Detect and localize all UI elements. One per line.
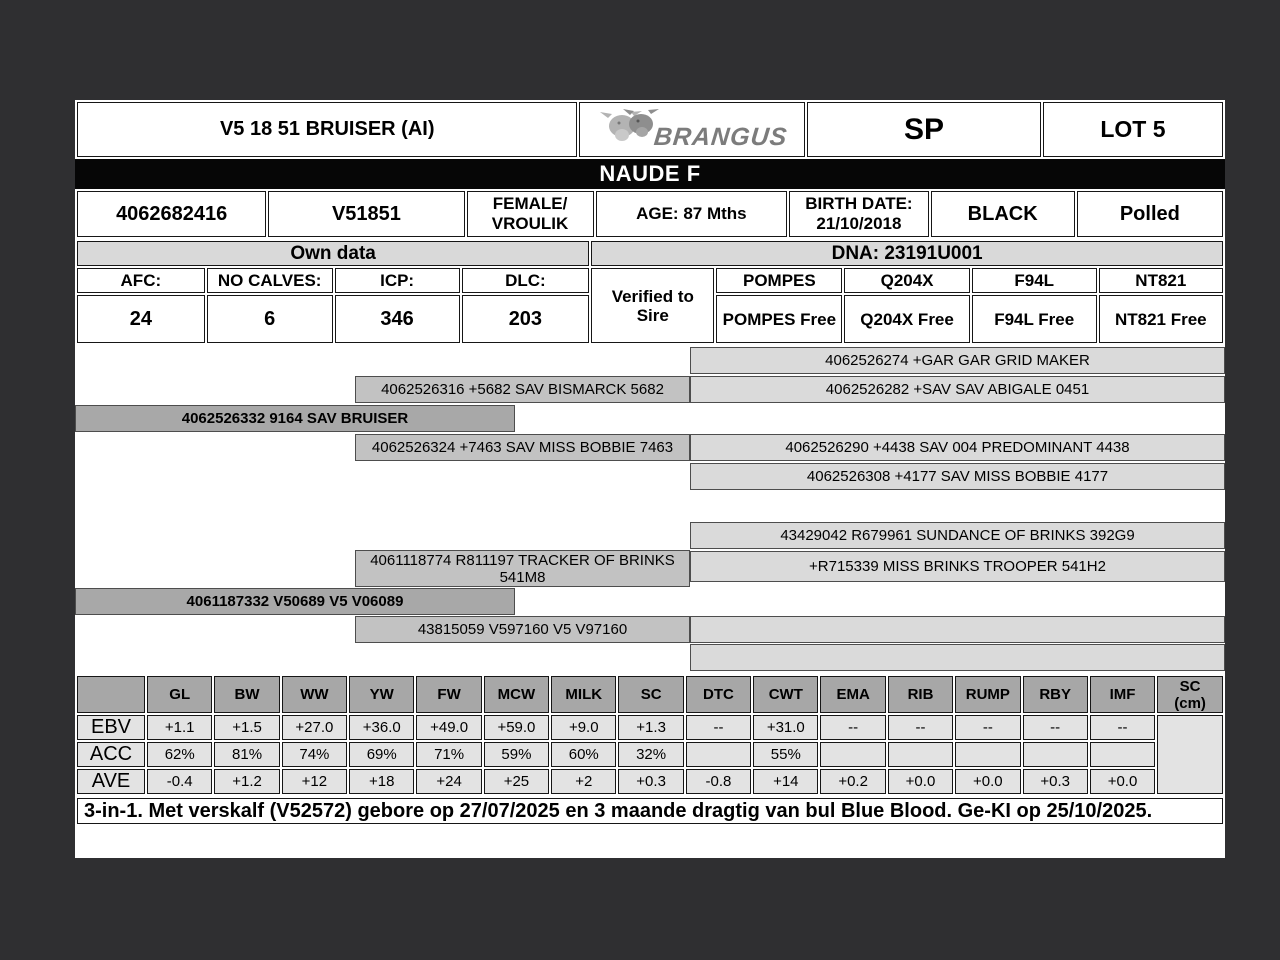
acc-sc: 32%	[618, 742, 683, 767]
acc-ww: 74%	[282, 742, 347, 767]
ave-bw: +1.2	[214, 769, 279, 794]
sex-cell	[467, 191, 594, 237]
ave-imf: +0.0	[1090, 769, 1155, 794]
registration-number: 4062682416	[77, 191, 266, 237]
f94l-result: F94L Free	[972, 295, 1097, 343]
pedigree-diagram	[75, 345, 1225, 674]
ave-fw: +24	[416, 769, 481, 794]
q204x-result: Q204X Free	[844, 295, 969, 343]
pedigree-dam: 4061187332 V50689 V5 V06089	[75, 588, 515, 615]
breeder-banner: NAUDE F	[75, 159, 1225, 189]
brangus-logo	[579, 102, 805, 157]
col-mcw: MCW	[484, 676, 549, 713]
ebv-bw: +1.5	[214, 715, 279, 740]
pedigree-sire-sire-sire: 4062526274 +GAR GAR GRID MAKER	[690, 347, 1225, 374]
col-bw: BW	[214, 676, 279, 713]
icp-value: 346	[335, 295, 460, 343]
pedigree-sire: 4062526332 9164 SAV BRUISER	[75, 405, 515, 432]
acc-bw: 81%	[214, 742, 279, 767]
pedigree-dam-sire-sire: 43429042 R679961 SUNDANCE OF BRINKS 392G9	[690, 522, 1225, 549]
pompes-result: POMPES Free	[716, 295, 842, 343]
dlc-value: 203	[462, 295, 590, 343]
col-milk: MILK	[551, 676, 616, 713]
logo-wordmark: BRANGUS	[652, 123, 789, 151]
ebv-ema: --	[820, 715, 885, 740]
acc-imf	[1090, 742, 1155, 767]
col-imf: IMF	[1090, 676, 1155, 713]
identity-table	[75, 189, 1225, 239]
dlc-label: DLC:	[462, 268, 590, 293]
col-cwt: CWT	[753, 676, 818, 713]
ave-milk: +2	[551, 769, 616, 794]
ebv-value-row	[77, 715, 1223, 740]
ave-mcw: +25	[484, 769, 549, 794]
acc-cwt: 55%	[753, 742, 818, 767]
sex-english: FEMALE/	[492, 194, 568, 213]
acc-gl: 62%	[147, 742, 212, 767]
nt821-label: NT821	[1099, 268, 1223, 293]
logo-wrap	[582, 103, 802, 156]
age-cell: AGE: 87 Mths	[596, 191, 788, 237]
ebv-header-row	[77, 676, 1223, 713]
ave-rib: +0.0	[888, 769, 953, 794]
acc-yw: 69%	[349, 742, 414, 767]
ave-gl: -0.4	[147, 769, 212, 794]
note-table	[75, 796, 1225, 826]
acc-rby	[1023, 742, 1088, 767]
icp-label: ICP:	[335, 268, 460, 293]
verified-to-sire-cell: Verified to Sire	[591, 268, 714, 343]
nt821-result: NT821 Free	[1099, 295, 1223, 343]
ave-ww: +12	[282, 769, 347, 794]
row-label-ebv: EBV	[77, 715, 145, 740]
ave-sc: +0.3	[618, 769, 683, 794]
ave-dtc: -0.8	[686, 769, 751, 794]
ebv-table	[75, 674, 1225, 796]
ave-cwt: +14	[753, 769, 818, 794]
ebv-yw: +36.0	[349, 715, 414, 740]
q204x-label: Q204X	[844, 268, 969, 293]
col-sc: SC	[618, 676, 683, 713]
acc-fw: 71%	[416, 742, 481, 767]
pedigree-dam-sire-dam: +R715339 MISS BRINKS TROOPER 541H2	[690, 551, 1225, 582]
row-label-ave: AVE	[77, 769, 145, 794]
no-calves-value: 6	[207, 295, 333, 343]
ebv-mcw: +59.0	[484, 715, 549, 740]
ebv-dtc: --	[686, 715, 751, 740]
poll-status-cell: Polled	[1077, 191, 1223, 237]
pompes-label: POMPES	[716, 268, 842, 293]
col-dtc: DTC	[686, 676, 751, 713]
pedigree-sire-dam-sire: 4062526290 +4438 SAV 004 PREDOMINANT 4438	[690, 434, 1225, 461]
acc-row	[77, 742, 1223, 767]
acc-ema	[820, 742, 885, 767]
sp-code: SP	[807, 102, 1041, 157]
col-yw: YW	[349, 676, 414, 713]
ebv-rib: --	[888, 715, 953, 740]
ebv-gl: +1.1	[147, 715, 212, 740]
ebv-corner-cell	[77, 676, 145, 713]
acc-rump	[955, 742, 1020, 767]
catalog-card	[75, 100, 1225, 858]
sale-note: 3-in-1. Met verskalf (V52572) gebore op 27/07/2025 en 3 maande dragtig van bul Blue Blood. Ge-KI op 25/10/2025.	[77, 798, 1223, 824]
acc-rib	[888, 742, 953, 767]
birth-date-label: BIRTH DATE:	[805, 194, 913, 213]
birth-date-cell	[789, 191, 928, 237]
ave-yw: +18	[349, 769, 414, 794]
col-rib: RIB	[888, 676, 953, 713]
own-data-header: Own data	[77, 241, 589, 266]
dna-header: DNA: 23191U001	[591, 241, 1223, 266]
ebv-rby: --	[1023, 715, 1088, 740]
animal-title: V5 18 51 BRUISER (AI)	[77, 102, 577, 157]
col-fw: FW	[416, 676, 481, 713]
col-sc-cm-line2: (cm)	[1174, 694, 1206, 712]
ebv-cwt: +31.0	[753, 715, 818, 740]
colour-cell: BLACK	[931, 191, 1075, 237]
pedigree-dam-dam-sire	[690, 616, 1225, 643]
afc-value: 24	[77, 295, 205, 343]
acc-mcw: 59%	[484, 742, 549, 767]
sc-cm-empty-cell	[1157, 715, 1223, 794]
sex-afrikaans: VROULIK	[491, 214, 569, 233]
ave-rby: +0.3	[1023, 769, 1088, 794]
pedigree-dam-dam-dam	[690, 644, 1225, 671]
pedigree-sire-dam-dam: 4062526308 +4177 SAV MISS BOBBIE 4177	[690, 463, 1225, 490]
acc-milk: 60%	[551, 742, 616, 767]
ave-rump: +0.0	[955, 769, 1020, 794]
ebv-imf: --	[1090, 715, 1155, 740]
row-label-acc: ACC	[77, 742, 145, 767]
pedigree-dam-dam: 43815059 V597160 V5 V97160	[355, 616, 690, 643]
birth-date-value: 21/10/2018	[816, 214, 902, 233]
ebv-sc: +1.3	[618, 715, 683, 740]
header-table	[75, 100, 1225, 159]
pedigree-sire-dam: 4062526324 +7463 SAV MISS BOBBIE 7463	[355, 434, 690, 461]
ebv-milk: +9.0	[551, 715, 616, 740]
pedigree-dam-sire: 4061118774 R811197 TRACKER OF BRINKS 541M8	[355, 550, 690, 587]
col-rby: RBY	[1023, 676, 1088, 713]
ave-row	[77, 769, 1223, 794]
col-rump: RUMP	[955, 676, 1020, 713]
afc-label: AFC:	[77, 268, 205, 293]
lot-number: LOT 5	[1043, 102, 1223, 157]
f94l-label: F94L	[972, 268, 1097, 293]
col-ema: EMA	[820, 676, 885, 713]
acc-dtc	[686, 742, 751, 767]
pedigree-sire-sire-dam: 4062526282 +SAV SAV ABIGALE 0451	[690, 376, 1225, 403]
col-ww: WW	[282, 676, 347, 713]
pedigree-sire-sire: 4062526316 +5682 SAV BISMARCK 5682	[355, 376, 690, 403]
ebv-rump: --	[955, 715, 1020, 740]
no-calves-label: NO CALVES:	[207, 268, 333, 293]
col-sc-cm-line1: SC	[1179, 677, 1201, 695]
own-data-dna-table	[75, 239, 1225, 345]
ebv-fw: +49.0	[416, 715, 481, 740]
ebv-ww: +27.0	[282, 715, 347, 740]
col-gl: GL	[147, 676, 212, 713]
ave-ema: +0.2	[820, 769, 885, 794]
animal-id: V51851	[268, 191, 464, 237]
col-sc-cm	[1157, 676, 1223, 713]
